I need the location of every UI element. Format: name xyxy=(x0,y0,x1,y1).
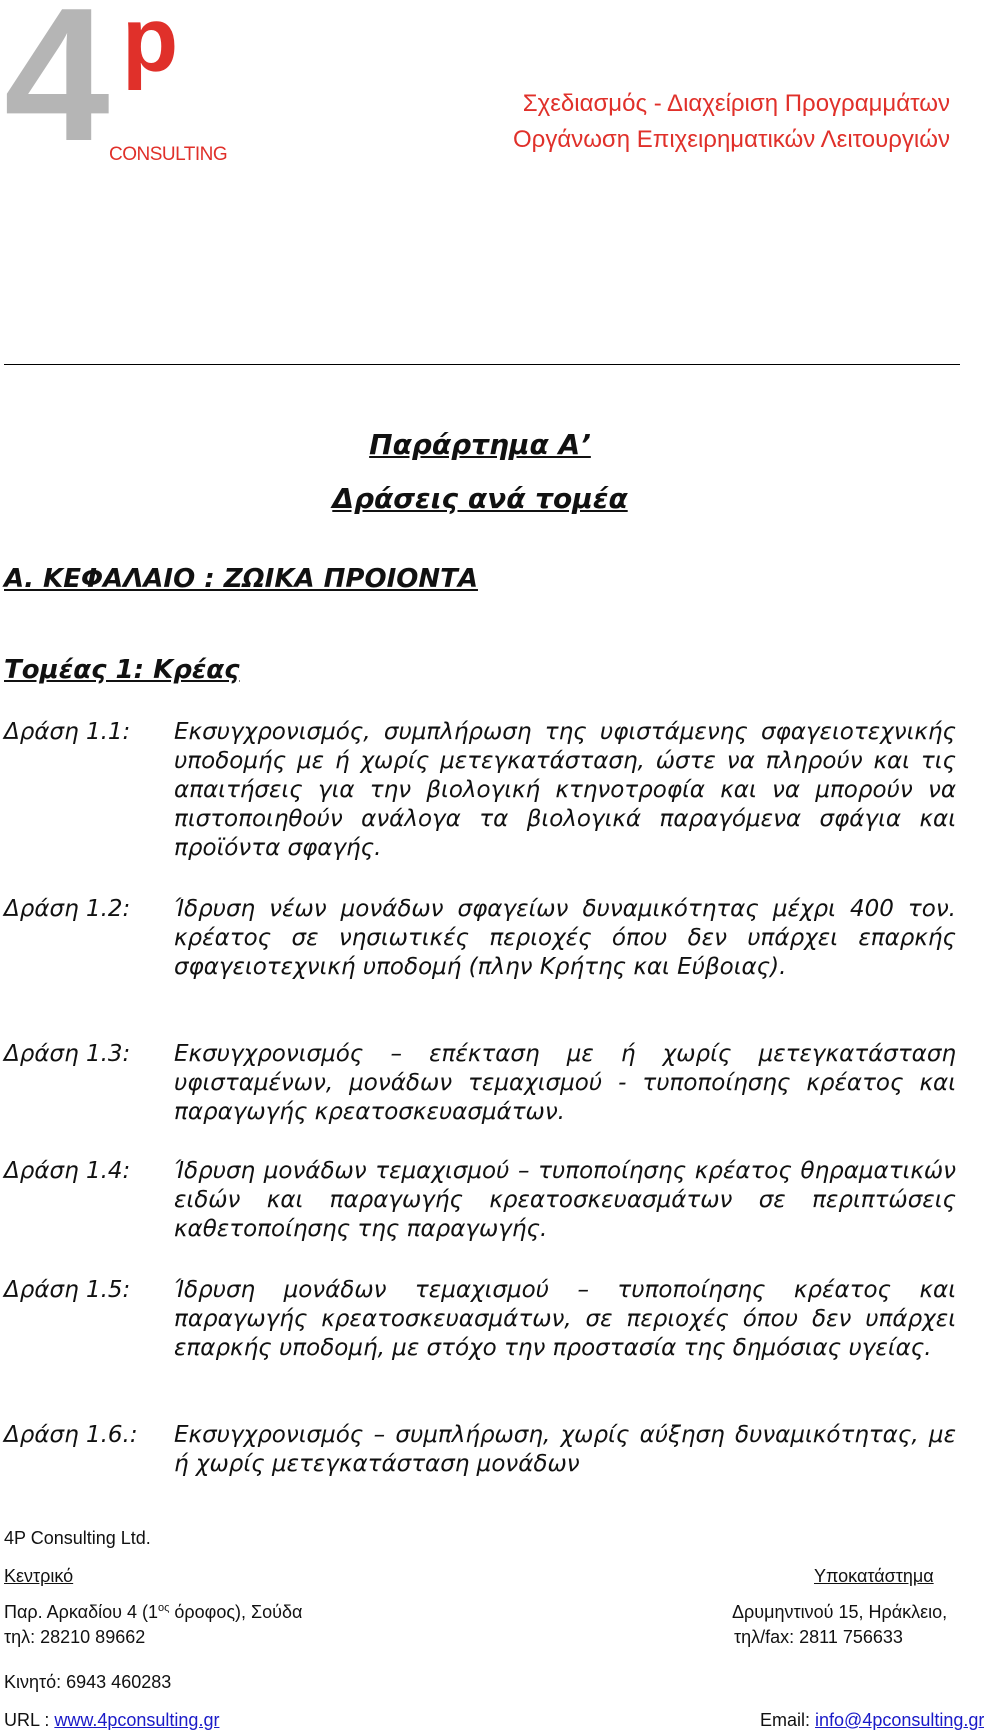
logo-mark: 4 xyxy=(4,0,102,181)
email-link[interactable]: info@4pconsulting.gr xyxy=(815,1710,984,1730)
footer-branch-phone: τηλ/fax: 2811 756633 xyxy=(734,1627,903,1647)
action-item xyxy=(4,895,956,982)
sector-heading: Τομέας 1: Κρέας xyxy=(4,655,240,685)
action-item xyxy=(4,718,956,863)
action-text: Ίδρυση νέων μονάδων σφαγείων δυναμικότητας μέχρι 400 τον. κρέατος σε νησιωτικές περιοχές όπου δεν υπάρχει επαρκής σφαγειοτεχνική υποδομή (πλην Κρήτης και Εύβοιας). xyxy=(174,896,956,980)
website-link[interactable]: www.4pconsulting.gr xyxy=(54,1710,220,1730)
action-label: Δράση 1.2: xyxy=(4,896,131,922)
footer-branch-label: Υποκατάστημα xyxy=(814,1566,934,1586)
document-title: Παράρτημα Α’ xyxy=(369,428,591,461)
header-divider xyxy=(4,364,960,365)
action-text: Ίδρυση μονάδων τεμαχισμού – τυποποίησης κρέατος και παραγωγής κρεατοσκευασμάτων, σε περιοχές όπου δεν υπάρχει επαρκής υποδομή, με στόχο την προστασία της δημόσιας υγείας. xyxy=(174,1277,956,1361)
footer-hq-label: Κεντρικό xyxy=(4,1566,74,1586)
action-item xyxy=(4,1040,956,1127)
logo-caption: CONSULTING xyxy=(109,144,228,165)
action-item xyxy=(4,1421,956,1479)
footer-email-row: Email: info@4pconsulting.gr xyxy=(760,1710,984,1730)
action-text: Εκσυγχρονισμός – συμπλήρωση, χωρίς αύξηση δυναμικότητας, με ή χωρίς μετεγκατάσταση μονάδων xyxy=(174,1422,956,1477)
footer-hq-phone: τηλ: 28210 89662 xyxy=(4,1627,146,1647)
action-text: Εκσυγχρονισμός, συμπλήρωση της υφιστάμενης σφαγειοτεχνικής υποδομής με ή χωρίς μετεγκατάσταση, ώστε να πληρούν και τις απαιτήσεις για την βιολογική κτηνοτροφία και να μπορούν να πιστοποιηθούν ανάλογα τα βιολογικά παραγόμενα σφάγια και προϊόντα σφαγής. xyxy=(174,719,956,861)
action-text: Εκσυγχρονισμός – επέκταση με ή χωρίς μετεγκατάσταση υφισταμένων, μονάδων τεμαχισμού - τυποποίησης κρέατος και παραγωγής κρεατοσκευασμάτων. xyxy=(174,1041,956,1125)
action-label: Δράση 1.4: xyxy=(4,1158,131,1184)
action-label: Δράση 1.6.: xyxy=(4,1422,138,1448)
company-logo xyxy=(4,0,228,181)
logo-mark-p: p xyxy=(122,0,179,91)
company-tagline xyxy=(513,86,950,158)
action-label: Δράση 1.3: xyxy=(4,1041,131,1067)
action-text: Ίδρυση μονάδων τεμαχισμού – τυποποίησης κρέατος θηραματικών ειδών και παραγωγής κρεατοσκευασμάτων σε περιπτώσεις καθετοποίησης της παραγωγής. xyxy=(174,1158,956,1242)
action-label: Δράση 1.5: xyxy=(4,1277,131,1303)
tagline-line-1: Σχεδιασμός - Διαχείριση Προγραμμάτων xyxy=(522,90,950,117)
tagline-line-2: Οργάνωση Επιχειρηματικών Λειτουργιών xyxy=(513,126,950,153)
document-subtitle: Δράσεις ανά τομέα xyxy=(332,482,628,515)
action-item xyxy=(4,1276,956,1363)
action-label: Δράση 1.1: xyxy=(4,719,131,745)
action-item xyxy=(4,1157,956,1244)
footer-hq-address: Παρ. Αρκαδίου 4 ($1^{o\varsigma}$ όροφος), Σούδα xyxy=(4,1602,303,1622)
chapter-heading: Α. ΚΕΦΑΛΑΙΟ : ΖΩΙΚΑ ΠΡΟΙΟΝΤΑ xyxy=(4,564,478,594)
footer-mobile: Κινητό: 6943 460283 xyxy=(4,1672,172,1692)
footer-branch-address: Δρυμηντινού 15, Ηράκλειο, xyxy=(732,1602,948,1622)
footer-company: 4P Consulting Ltd. xyxy=(4,1528,151,1548)
footer-url-row: URL : www.4pconsulting.gr xyxy=(4,1710,220,1730)
